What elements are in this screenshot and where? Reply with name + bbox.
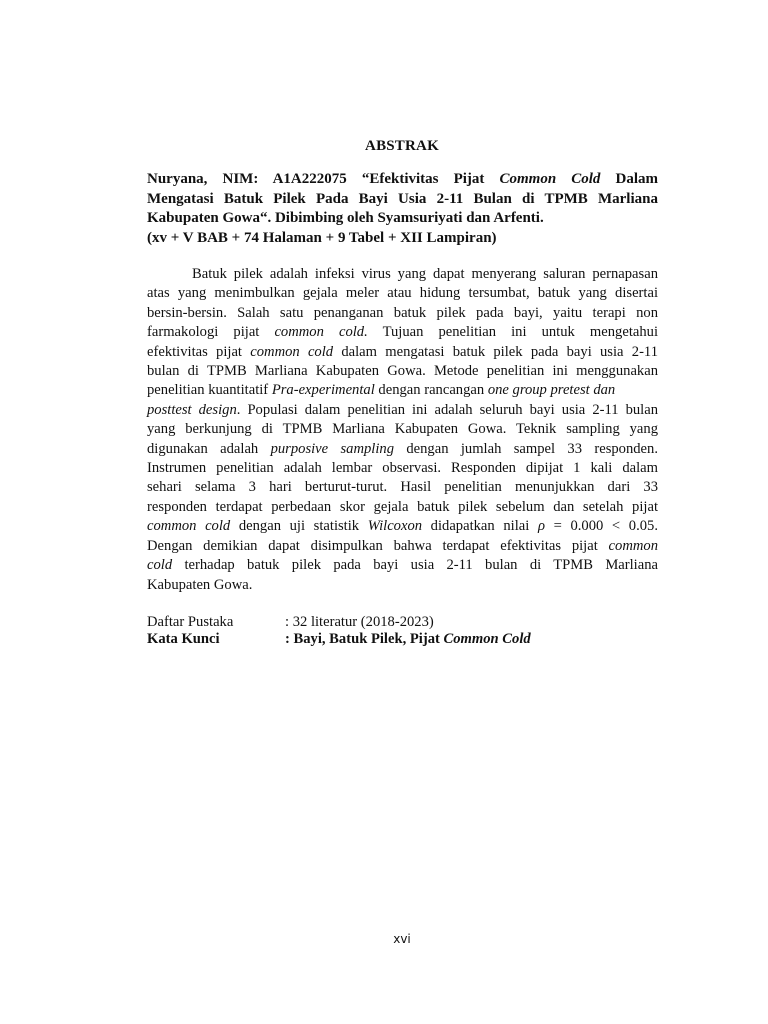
body-text: penelitian kuantitatif bbox=[147, 382, 272, 399]
body-line bbox=[147, 556, 658, 575]
references-row bbox=[147, 614, 658, 631]
references-label: Daftar Pustaka bbox=[147, 614, 234, 630]
body-line bbox=[147, 401, 658, 420]
body-text: digunakan adalah bbox=[147, 440, 271, 457]
body-text: dengan uji statistik bbox=[230, 518, 368, 535]
header-italic: Common Cold bbox=[499, 171, 601, 187]
keywords-row bbox=[147, 631, 658, 648]
abstract-meta bbox=[147, 614, 658, 648]
body-italic: purposive sampling bbox=[270, 440, 394, 457]
body-text: dengan rancangan bbox=[374, 382, 488, 399]
body-italic: cold bbox=[147, 557, 173, 574]
header-line bbox=[147, 170, 658, 190]
body-line bbox=[147, 343, 658, 362]
header-text: Dalam bbox=[600, 171, 658, 187]
body-italic: common cold bbox=[250, 343, 334, 360]
body-line bbox=[147, 381, 658, 400]
keywords-italic: Common Cold bbox=[443, 631, 531, 647]
body-line: sehari selama 3 hari berturut-turut. Hasil penelitian menunjukkan dari 33 bbox=[147, 479, 658, 496]
body-line: responden terdapat perbedaan skor gejala batuk pilek sebelum dan setelah pijat bbox=[147, 498, 658, 515]
body-line bbox=[147, 440, 658, 459]
body-italic: common cold. bbox=[274, 324, 368, 341]
body-line: Kabupaten Gowa. bbox=[147, 576, 253, 593]
body-line bbox=[147, 517, 658, 536]
body-line: atas yang menimbulkan gejala meler atau hidung tersumbat, batuk yang disertai bbox=[147, 285, 658, 302]
abstract-title: ABSTRAK bbox=[365, 138, 439, 154]
keywords-value bbox=[285, 631, 531, 648]
header-line: Kabupaten Gowa“. Dibimbing oleh Syamsuriyati dan Arfenti. bbox=[147, 210, 544, 226]
page-number: xvi bbox=[393, 932, 411, 946]
abstract-header bbox=[147, 170, 658, 248]
body-line: bersin-bersin. Salah satu penanganan batuk pilek pada bayi, yaitu terapi non bbox=[147, 304, 658, 321]
keywords-label: Kata Kunci bbox=[147, 631, 220, 647]
body-line: Batuk pilek adalah infeksi virus yang dapat menyerang saluran pernapasan bbox=[192, 266, 658, 282]
body-italic: one group pretest dan bbox=[487, 382, 616, 399]
body-text: terhadap batuk pilek pada bayi usia 2-11 bulan di TPMB Marliana bbox=[172, 557, 658, 574]
body-italic: common bbox=[608, 537, 658, 554]
body-text: = 0.000 < 0.05. bbox=[544, 518, 658, 535]
body-italic: Wilcoxon bbox=[367, 518, 423, 535]
body-text: farmakologi pijat bbox=[147, 324, 275, 341]
header-page-count: (xv + V BAB + 74 Halaman + 9 Tabel + XII Lampiran) bbox=[147, 229, 497, 246]
body-text: Tujuan penelitian ini untuk mengetahui bbox=[367, 324, 658, 341]
body-text: dengan jumlah sampel 33 responden. bbox=[394, 440, 658, 457]
body-italic: ρ bbox=[537, 518, 545, 535]
body-line: Instrumen penelitian adalah lembar observasi. Responden dipijat 1 kali dalam bbox=[147, 460, 658, 477]
header-text: Nuryana, NIM: A1A222075 “Efektivitas Pijat bbox=[147, 171, 500, 187]
body-italic: posttest design bbox=[147, 401, 237, 418]
body-line bbox=[147, 537, 658, 556]
body-line: bulan di TPMB Marliana Kabupaten Gowa. Metode penelitian ini menggunakan bbox=[147, 363, 658, 380]
body-italic: common cold bbox=[147, 518, 231, 535]
body-line bbox=[147, 323, 658, 342]
body-text: didapatkan nilai bbox=[422, 518, 538, 535]
body-line: yang berkunjung di TPMB Marliana Kabupaten Gowa. Teknik sampling yang bbox=[147, 421, 658, 438]
abstract-body bbox=[147, 265, 658, 595]
body-text: dalam mengatasi batuk pilek pada bayi usia 2-11 bbox=[333, 343, 658, 360]
body-italic: Pra-experimental bbox=[271, 382, 375, 399]
body-text: Dengan demikian dapat disimpulkan bahwa terdapat efektivitas pijat bbox=[147, 537, 609, 554]
header-line: Mengatasi Batuk Pilek Pada Bayi Usia 2-11 Bulan di TPMB Marliana bbox=[147, 190, 658, 207]
body-text: efektivitas pijat bbox=[147, 343, 251, 360]
references-value: : 32 literatur (2018-2023) bbox=[285, 614, 434, 630]
keywords-text: : Bayi, Batuk Pilek, Pijat bbox=[285, 631, 444, 647]
body-text: . Populasi dalam penelitian ini adalah seluruh bayi usia 2-11 bulan bbox=[236, 401, 658, 418]
